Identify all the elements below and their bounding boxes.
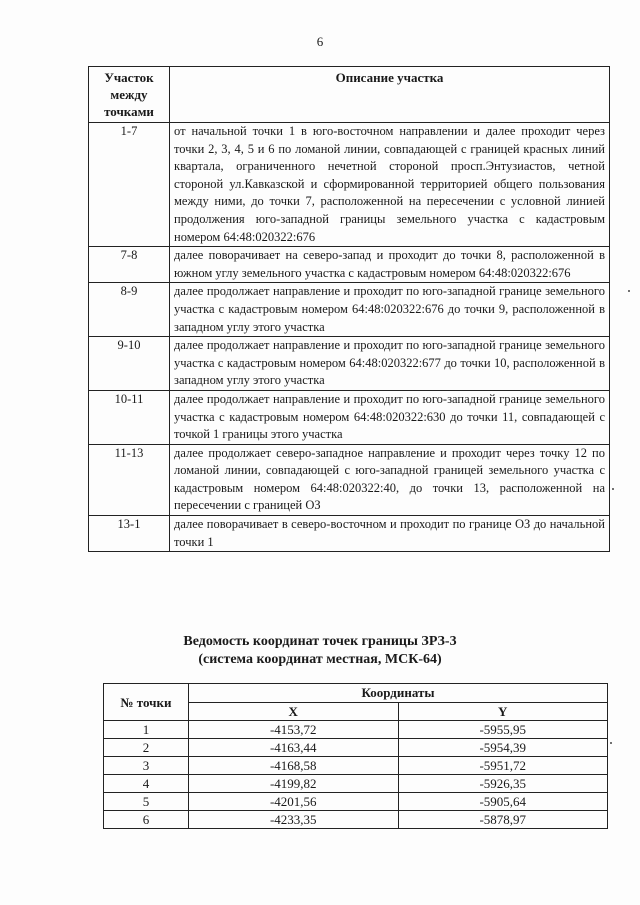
point-cell: 3 [104, 757, 189, 775]
x-header: X [189, 702, 399, 721]
y-cell: -5951,72 [398, 757, 608, 775]
segment-cell: 7-8 [89, 247, 170, 283]
point-header: № точки [104, 684, 189, 721]
point-cell: 4 [104, 775, 189, 793]
coordinates-table [103, 683, 608, 829]
coordinates-header-row [104, 684, 608, 703]
y-cell: -5878,97 [398, 811, 608, 829]
y-header: Y [398, 702, 608, 721]
coords-title-line-2: (система координат местная, МСК-64) [198, 652, 442, 667]
table-row [89, 390, 610, 444]
scan-speck [610, 742, 612, 744]
table-row [89, 516, 610, 552]
scan-speck [612, 488, 614, 490]
sections-table-header [89, 67, 610, 123]
description-cell: от начальной точки 1 в юго-восточном направлении и далее проходит через точки 2, 3, 4, 5 и 6 по ломаной линии, совпадающей с границей красных линий квартала, ограниченного нечетной стороной просп.Энтузиастов, четной стороной ул.Кавказской и сформированной территорией общего пользования между ними, до точки 7, расположенной на пересечении с условной линией продолжения юго-западной границы земельного участка с кадастровым номером 64:48:020322:676 [170, 123, 610, 247]
coordinates-header: Координаты [189, 684, 608, 703]
point-cell: 6 [104, 811, 189, 829]
segment-cell: 10-11 [89, 390, 170, 444]
x-cell: -4168,58 [189, 757, 399, 775]
segment-header: Участок между точками [89, 67, 170, 123]
x-cell: -4199,82 [189, 775, 399, 793]
segment-cell: 9-10 [89, 337, 170, 391]
description-cell: далее поворачивает на северо-запад и проходит до точки 8, расположенной в южном углу земельного участка с кадастровым номером 64:48:020322:676 [170, 247, 610, 283]
coords-title-line-1: Ведомость координат точек границы ЗРЗ-3 [183, 634, 457, 649]
point-cell: 1 [104, 721, 189, 739]
description-cell: далее поворачивает в северо-восточном и проходит по границе ОЗ до начальной точки 1 [170, 516, 610, 552]
page-number: 6 [316, 34, 324, 49]
description-cell: далее продолжает северо-западное направление и проходит через точку 12 по ломаной линии, совпадающей с юго-западной границей земельного участка с кадастровым номером 64:48:020322:40, до точки 13, расположенной на пересечении с границей ОЗ [170, 444, 610, 515]
y-cell: -5905,64 [398, 793, 608, 811]
table-row [89, 337, 610, 391]
sections-table [88, 66, 610, 552]
table-row [89, 123, 610, 247]
y-cell: -5955,95 [398, 721, 608, 739]
table-row [104, 739, 608, 757]
table-row [104, 721, 608, 739]
description-cell: далее продолжает направление и проходит по юго-западной границе земельного участка с кадастровым номером 64:48:020322:630 до точки 11, совпадающей с точкой 1 границы этого участка [170, 390, 610, 444]
description-header: Описание участка [170, 67, 610, 123]
segment-cell: 1-7 [89, 123, 170, 247]
table-row [104, 757, 608, 775]
scan-speck [628, 290, 630, 292]
segment-cell: 13-1 [89, 516, 170, 552]
x-cell: -4201,56 [189, 793, 399, 811]
table-row [89, 247, 610, 283]
description-cell: далее продолжает направление и проходит по юго-западной границе земельного участка с кадастровым номером 64:48:020322:677 до точки 10, расположенной в западном углу этого участка [170, 337, 610, 391]
x-cell: -4163,44 [189, 739, 399, 757]
segment-cell: 11-13 [89, 444, 170, 515]
segment-cell: 8-9 [89, 283, 170, 337]
table-row [104, 775, 608, 793]
y-cell: -5926,35 [398, 775, 608, 793]
description-cell: далее продолжает направление и проходит по юго-западной границе земельного участка с кадастровым номером 64:48:020322:676 до точки 9, расположенной в западном углу этого участка [170, 283, 610, 337]
x-cell: -4153,72 [189, 721, 399, 739]
point-cell: 5 [104, 793, 189, 811]
table-row [104, 793, 608, 811]
table-row [104, 811, 608, 829]
point-cell: 2 [104, 739, 189, 757]
table-row [89, 444, 610, 515]
y-cell: -5954,39 [398, 739, 608, 757]
table-row [89, 283, 610, 337]
x-cell: -4233,35 [189, 811, 399, 829]
